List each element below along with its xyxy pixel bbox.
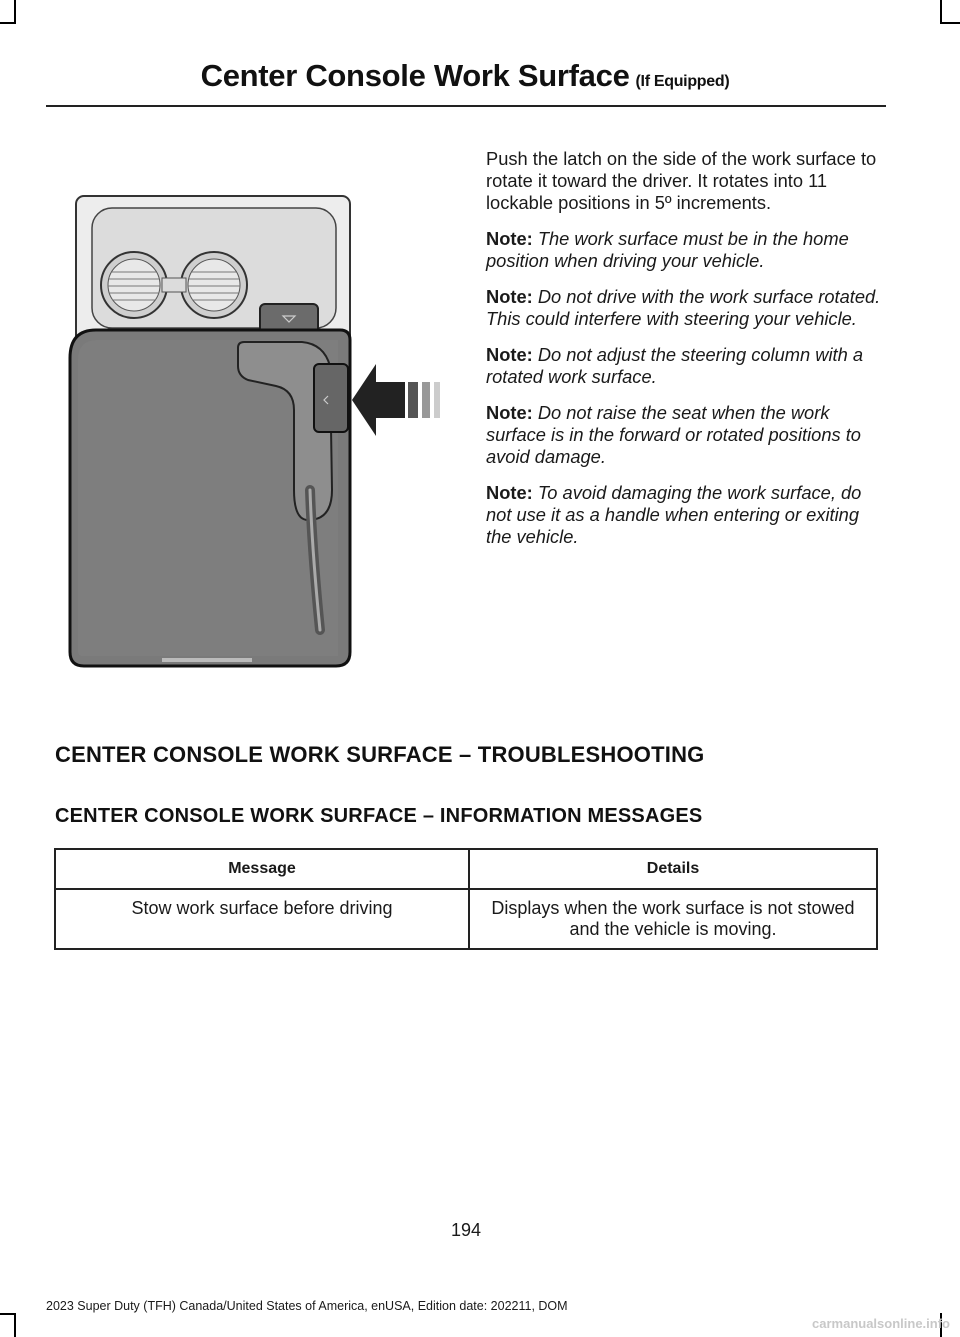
table-header-row (55, 849, 877, 889)
crop-mark (940, 22, 960, 24)
header-title: Center Console Work Surface (200, 58, 630, 93)
note-text: Do not drive with the work surface rotated. This could interfere with steering your vehicle. (486, 286, 881, 329)
page-header-title (0, 58, 930, 94)
column-header-details: Details (469, 849, 877, 889)
note-label: Note: (486, 482, 533, 503)
intro-paragraph: Push the latch on the side of the work surface to rotate it toward the driver. It rotates into 11 lockable positions in 5º increments. (486, 148, 877, 213)
message-cell: Stow work surface before driving (55, 889, 469, 949)
information-messages-heading: CENTER CONSOLE WORK SURFACE – INFORMATION MESSAGES (55, 805, 703, 827)
column-header-message: Message (55, 849, 469, 889)
troubleshooting-heading: CENTER CONSOLE WORK SURFACE – TROUBLESHOOTING (55, 742, 705, 767)
note-paragraph (486, 344, 881, 388)
watermark: carmanualsonline.info (812, 1316, 950, 1331)
header-subtitle: (If Equipped) (635, 73, 730, 90)
note-text: To avoid damaging the work surface, do not use it as a handle when entering or exiting the vehicle. (486, 482, 862, 547)
page-number: 194 (450, 1220, 482, 1240)
note-paragraph (486, 482, 881, 548)
note-paragraph (486, 402, 881, 468)
note-paragraph (486, 286, 881, 330)
edition-footer: 2023 Super Duty (TFH) Canada/United States of America, enUSA, Edition date: 202211, DOM (46, 1299, 568, 1313)
note-label: Note: (486, 228, 533, 249)
table-row (55, 889, 877, 949)
details-cell: Displays when the work surface is not stowed and the vehicle is moving. (469, 889, 877, 949)
note-text: Do not adjust the steering column with a rotated work surface. (486, 344, 863, 387)
note-paragraph (486, 228, 881, 272)
note-text: The work surface must be in the home position when driving your vehicle. (486, 228, 849, 271)
left-arrow-icon (352, 364, 440, 436)
header-rule (46, 105, 886, 107)
note-text: Do not raise the seat when the work surface is in the forward or rotated positions to avoid damage. (486, 402, 861, 467)
note-label: Note: (486, 344, 533, 365)
crop-mark (14, 0, 16, 24)
crop-mark (0, 1313, 16, 1315)
information-messages-table (54, 848, 878, 950)
note-label: Note: (486, 286, 533, 307)
work-surface-figure (62, 190, 447, 670)
center-console-work-surface-illustration (62, 190, 447, 670)
instructions-column (486, 148, 881, 562)
crop-mark (940, 0, 942, 24)
crop-mark (0, 22, 16, 24)
crop-mark (14, 1313, 16, 1337)
note-label: Note: (486, 402, 533, 423)
